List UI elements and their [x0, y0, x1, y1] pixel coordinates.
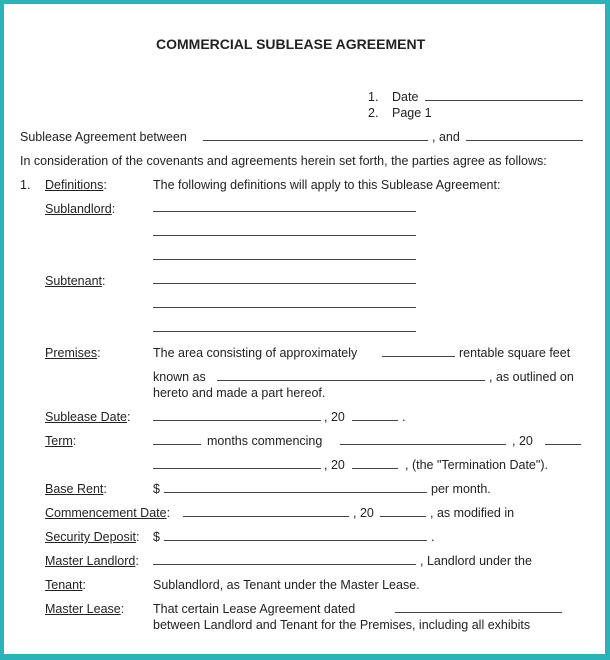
master-lease-text: That certain Lease Agreement dated — [153, 602, 356, 616]
termination-year-blank-line[interactable] — [352, 468, 398, 469]
sublease-year-blank-line[interactable] — [352, 420, 398, 421]
master-lease-term: Master Lease: — [45, 602, 125, 616]
master-lease-text: between Landlord and Tenant for the Premises, including all exhibits — [153, 618, 531, 632]
commencement-date-blank-line[interactable] — [183, 516, 349, 517]
per-month-text: per month. — [431, 482, 491, 496]
header-item-number: 1. — [368, 90, 379, 104]
period-text: . — [431, 530, 435, 544]
section-number: 1. — [20, 178, 31, 192]
year-prefix: , 20 — [324, 410, 345, 424]
page-label: Page 1 — [392, 106, 432, 120]
master-lease-date-blank-line[interactable] — [395, 612, 562, 613]
sublandlord-blank-line[interactable] — [153, 235, 416, 236]
and-label: , and — [432, 130, 460, 144]
document-title: COMMERCIAL SUBLEASE AGREEMENT — [156, 36, 426, 52]
sublease-date-term: Sublease Date: — [45, 410, 131, 424]
square-feet-blank-line[interactable] — [382, 356, 455, 357]
term-months-blank-line[interactable] — [153, 444, 201, 445]
subtenant-blank-line[interactable] — [153, 307, 416, 308]
dollar-sign: $ — [153, 530, 160, 544]
premises-text: hereto and made a part hereof. — [153, 386, 326, 400]
landlord-under-text: , Landlord under the — [420, 554, 532, 568]
security-deposit-blank-line[interactable] — [164, 540, 427, 541]
term-start-blank-line[interactable] — [340, 444, 506, 445]
as-modified-text: , as modified in — [430, 506, 515, 520]
termination-text: , (the "Termination Date"). — [405, 458, 548, 472]
consideration-text: In consideration of the covenants and agreements herein set forth, the parties agree as follows: — [20, 154, 547, 168]
term-term: Term: — [45, 434, 77, 448]
date-label: Date — [392, 90, 419, 104]
master-landlord-term: Master Landlord: — [45, 554, 139, 568]
premises-name-blank-line[interactable] — [217, 380, 485, 381]
commencement-year-blank-line[interactable] — [380, 516, 426, 517]
master-landlord-blank-line[interactable] — [153, 564, 416, 565]
header-item-number: 2. — [368, 106, 379, 120]
base-rent-term: Base Rent: — [45, 482, 107, 496]
commencement-date-term: Commencement Date: — [45, 506, 171, 520]
subtenant-blank-line[interactable] — [153, 331, 416, 332]
party-two-blank-line[interactable] — [466, 140, 583, 141]
period-text: . — [402, 410, 406, 424]
sublease-date-blank-line[interactable] — [153, 420, 321, 421]
definitions-heading: Definitions: — [45, 178, 107, 192]
term-start-year-blank-line[interactable] — [545, 444, 581, 445]
tenant-term: Tenant: — [45, 578, 87, 592]
premises-text: rentable square feet — [459, 346, 571, 360]
definitions-intro: The following definitions will apply to this Sublease Agreement: — [153, 178, 501, 192]
year-prefix: , 20 — [512, 434, 533, 448]
termination-date-blank-line[interactable] — [153, 468, 321, 469]
premises-text: , as outlined on — [489, 370, 574, 384]
months-commencing-text: months commencing — [207, 434, 323, 448]
base-rent-blank-line[interactable] — [164, 492, 427, 493]
premises-term: Premises: — [45, 346, 101, 360]
premises-text: The area consisting of approximately — [153, 346, 358, 360]
sublandlord-blank-line[interactable] — [153, 259, 416, 260]
subtenant-blank-line[interactable] — [153, 283, 416, 284]
year-prefix: , 20 — [324, 458, 345, 472]
party-one-blank-line[interactable] — [203, 140, 428, 141]
date-blank-line[interactable] — [425, 100, 583, 101]
document-page — [4, 4, 605, 654]
sublandlord-blank-line[interactable] — [153, 211, 416, 212]
year-prefix: , 20 — [353, 506, 374, 520]
security-deposit-term: Security Deposit: — [45, 530, 140, 544]
dollar-sign: $ — [153, 482, 160, 496]
sublandlord-term: Sublandlord: — [45, 202, 116, 216]
subtenant-term: Subtenant: — [45, 274, 106, 288]
sublease-between-label: Sublease Agreement between — [20, 130, 187, 144]
tenant-definition-text: Sublandlord, as Tenant under the Master Lease. — [153, 578, 420, 592]
premises-text: known as — [153, 370, 206, 384]
